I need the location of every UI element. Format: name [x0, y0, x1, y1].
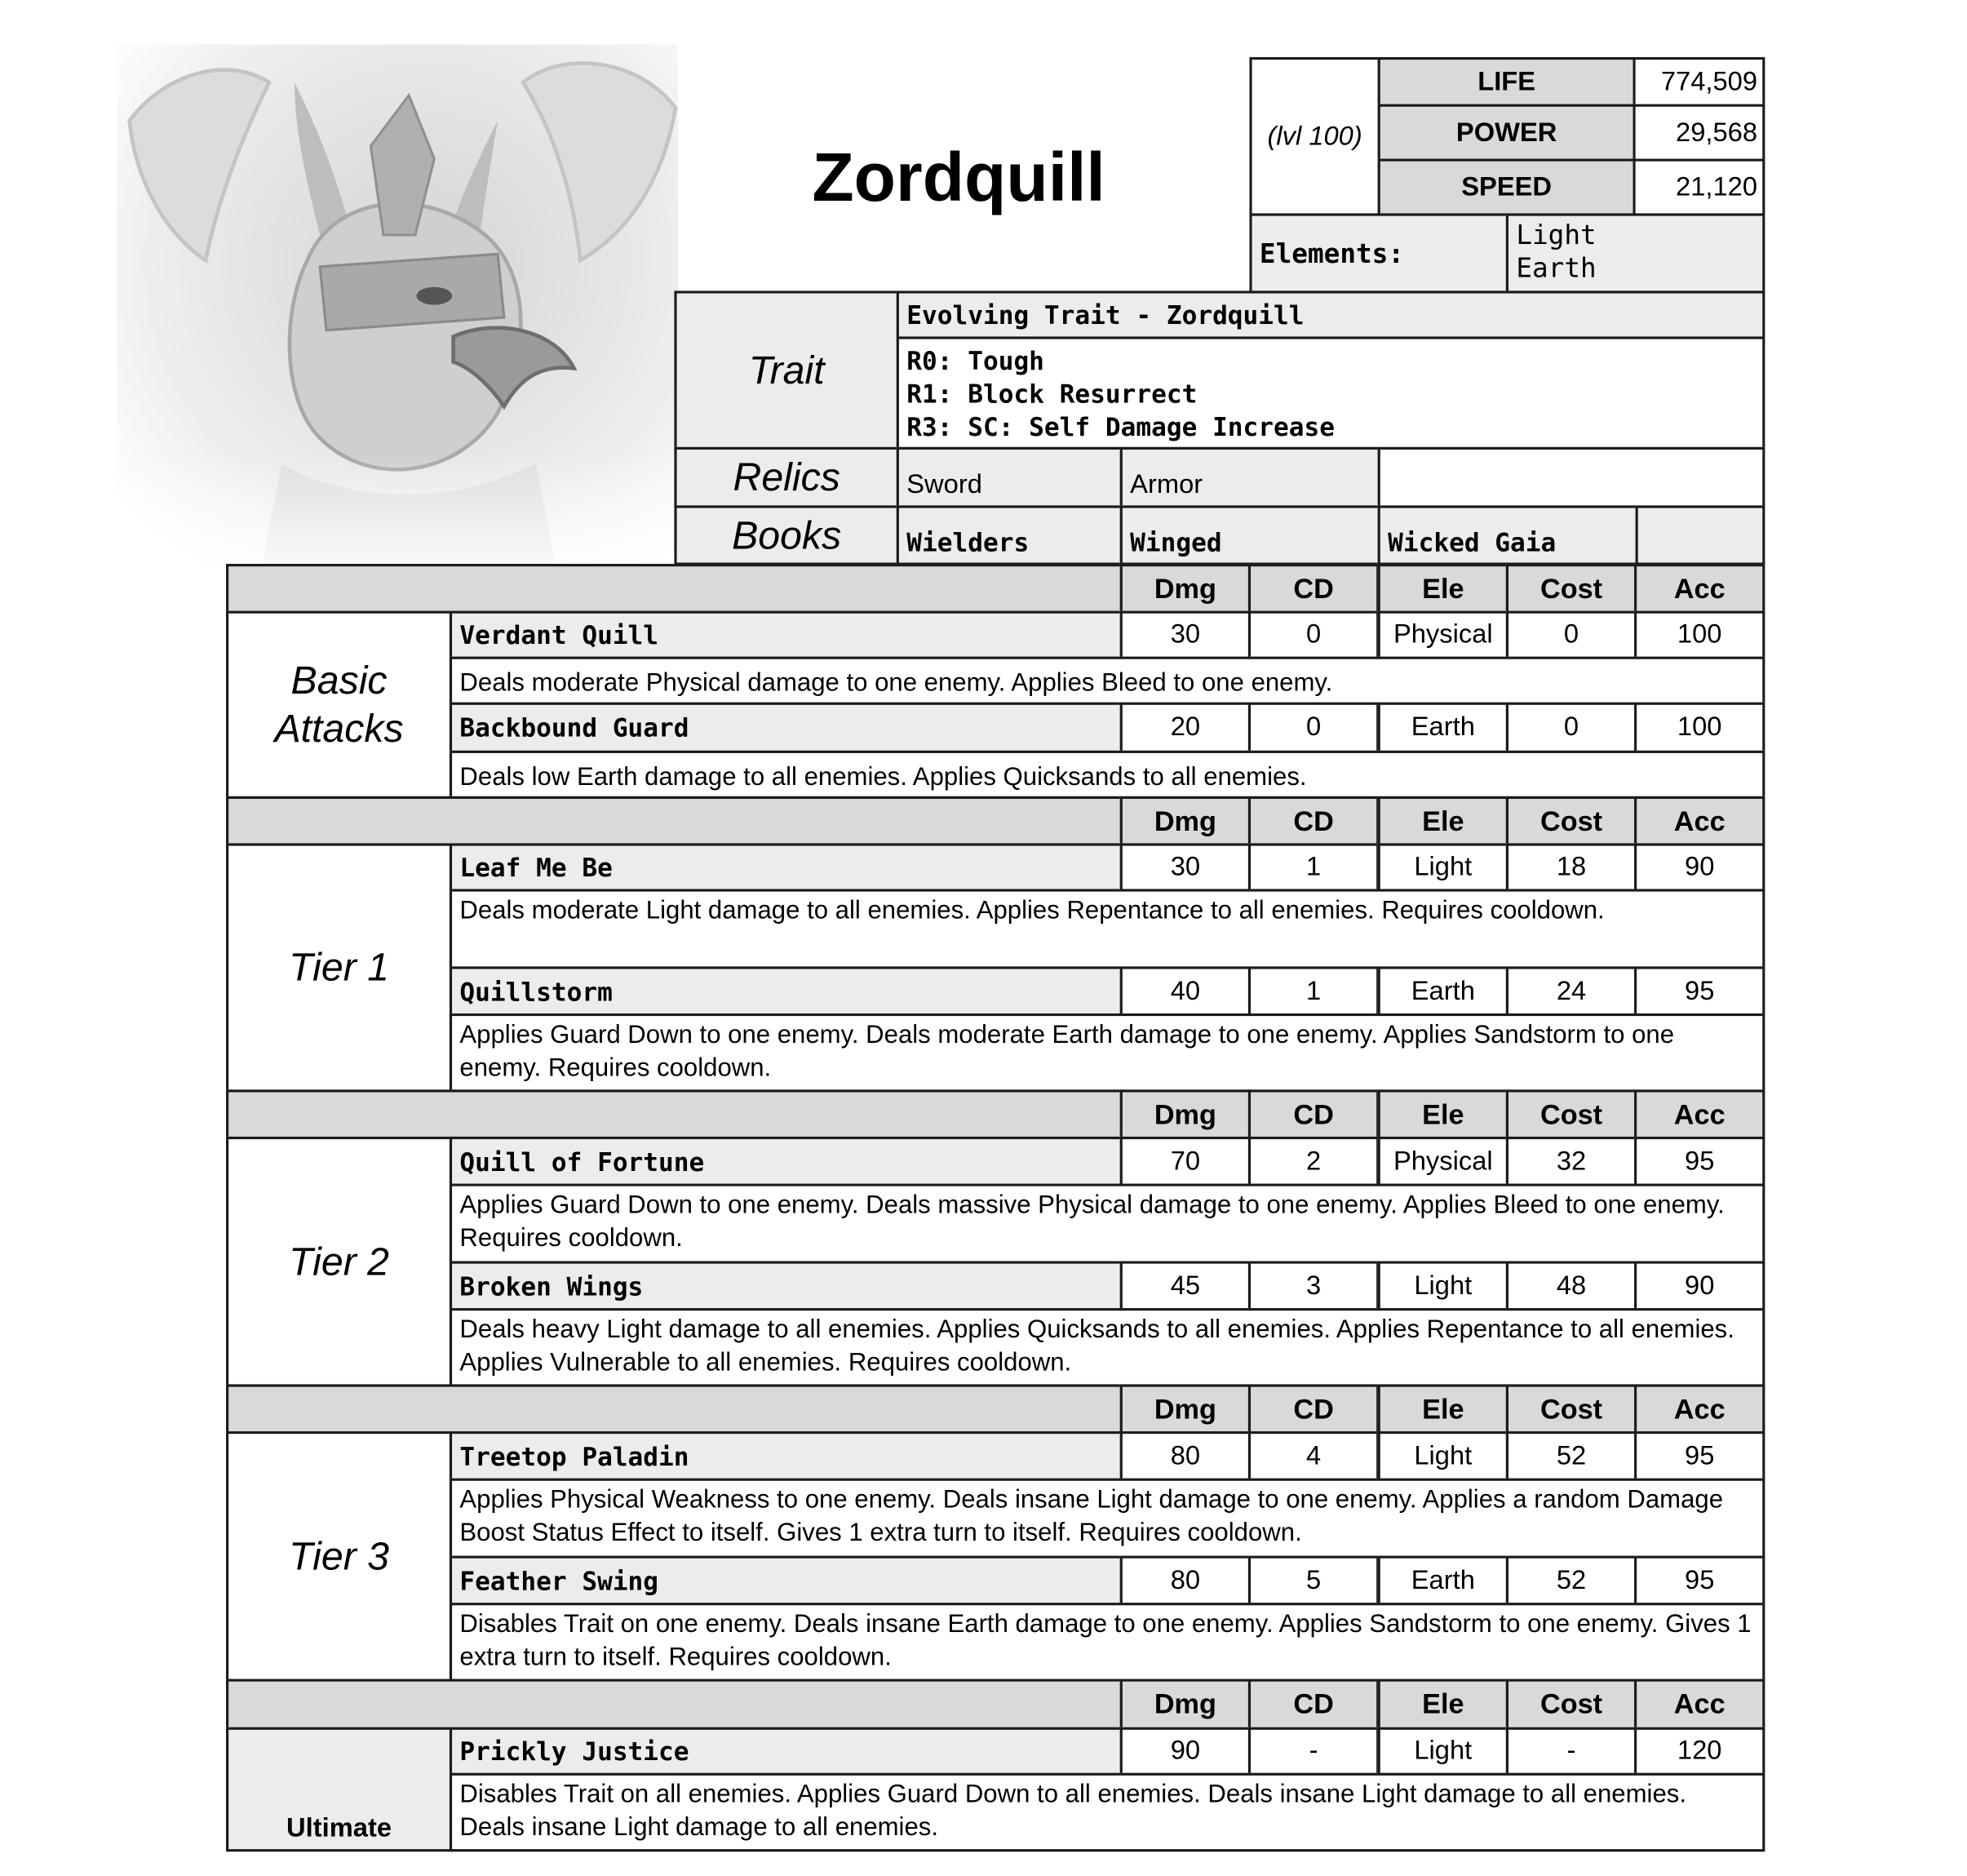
- section-header-bar: [226, 1384, 1123, 1434]
- skill-description: Applies Guard Down to one enemy. Deals moderate Earth damage to one enemy. Applies Sandstorm to one enemy. Requires cooldown.: [450, 1013, 1765, 1092]
- col-header-cost: Cost: [1506, 1384, 1637, 1434]
- skill-name: Backbound Guard: [450, 703, 1123, 753]
- skill-dmg: 90: [1120, 1727, 1251, 1776]
- skill-dmg: 45: [1120, 1261, 1251, 1311]
- section-label-line: Ultimate: [286, 1813, 392, 1843]
- section-label-basic-attacks: [226, 611, 452, 799]
- col-header-dmg: Dmg: [1120, 1679, 1251, 1730]
- stat-speed-value: 21,120: [1633, 159, 1765, 216]
- skill-cd: 1: [1248, 966, 1379, 1016]
- skill-ele: Light: [1378, 1431, 1508, 1481]
- col-header-dmg: Dmg: [1120, 1089, 1251, 1139]
- skill-cd: 2: [1248, 1137, 1379, 1186]
- section-label-tier-1: [226, 843, 452, 1092]
- section-header-bar: [226, 796, 1123, 846]
- book-item-winged: Winged: [1120, 505, 1380, 565]
- col-header-acc: Acc: [1634, 1089, 1765, 1139]
- skill-cost: 52: [1506, 1556, 1637, 1606]
- trait-label: Trait: [674, 290, 898, 450]
- section-label-tier-3: [226, 1431, 452, 1682]
- trait-ranks: [897, 336, 1765, 450]
- skill-cd: -: [1248, 1727, 1379, 1776]
- skill-acc: 90: [1634, 1261, 1765, 1311]
- section-header-bar: [226, 1089, 1123, 1139]
- creature-name: Zordquill: [812, 140, 1105, 216]
- elements-values: [1506, 213, 1765, 293]
- skill-dmg: 30: [1120, 843, 1251, 891]
- skill-name: Verdant Quill: [450, 611, 1123, 659]
- col-header-cost: Cost: [1506, 564, 1637, 614]
- skill-description: Deals moderate Light damage to all enemies. Applies Repentance to all enemies. Requires cooldown.: [450, 889, 1765, 969]
- skill-name: Broken Wings: [450, 1261, 1123, 1311]
- section-label-line: Tier 3: [289, 1533, 390, 1578]
- col-header-cost: Cost: [1506, 796, 1637, 846]
- skill-name: Leaf Me Be: [450, 843, 1123, 891]
- col-header-acc: Acc: [1634, 1679, 1765, 1730]
- skill-ele: Light: [1378, 1261, 1508, 1311]
- section-header-bar: [226, 1679, 1123, 1730]
- skill-dmg: 30: [1120, 611, 1251, 659]
- skill-cd: 4: [1248, 1431, 1379, 1481]
- skill-cost: 32: [1506, 1137, 1637, 1186]
- col-header-ele: Ele: [1378, 564, 1508, 614]
- skill-ele: Earth: [1378, 1556, 1508, 1606]
- book-item-wicked-gaia: Wicked Gaia: [1378, 505, 1638, 565]
- section-header-bar: [226, 564, 1123, 614]
- skill-cd: 1: [1248, 843, 1379, 891]
- skill-description: Applies Physical Weakness to one enemy. Deals insane Light damage to one enemy. Applies a random Damage Boost Status Effect to itself. Gives 1 extra turn to itself. Requires cooldown.: [450, 1479, 1765, 1559]
- element-earth: Earth: [1516, 252, 1597, 284]
- skill-name: Treetop Paladin: [450, 1431, 1123, 1481]
- skill-cd: 0: [1248, 611, 1379, 659]
- skill-acc: 90: [1634, 843, 1765, 891]
- col-header-cd: CD: [1248, 1089, 1379, 1139]
- trait-rank-1: R1: Block Resurrect: [906, 378, 1198, 410]
- col-header-cd: CD: [1248, 1679, 1379, 1730]
- relic-item-sword: Sword: [897, 447, 1123, 508]
- skill-description: Disables Trait on all enemies. Applies Guard Down to all enemies. Deals insane Light damage to all enemies. Deals insane Light damage to all enemies.: [450, 1773, 1765, 1852]
- skill-cost: 18: [1506, 843, 1637, 891]
- col-header-acc: Acc: [1634, 1384, 1765, 1434]
- col-header-cost: Cost: [1506, 1089, 1637, 1139]
- skill-name: Prickly Justice: [450, 1727, 1123, 1776]
- skill-dmg: 80: [1120, 1431, 1251, 1481]
- relic-item-armor: Armor: [1120, 447, 1380, 508]
- skill-acc: 95: [1634, 1431, 1765, 1481]
- book-item-empty: [1636, 505, 1765, 565]
- skill-ele: Physical: [1378, 611, 1508, 659]
- skill-name: Quillstorm: [450, 966, 1123, 1016]
- trait-rank-0: R0: Tough: [906, 345, 1044, 376]
- skill-ele: Light: [1378, 843, 1508, 891]
- creature-portrait: [117, 44, 678, 590]
- skill-name: Quill of Fortune: [450, 1137, 1123, 1186]
- trait-name: Evolving Trait - Zordquill: [897, 290, 1765, 339]
- skill-description: Disables Trait on one enemy. Deals insane Earth damage to one enemy. Applies Sandstorm to one enemy. Gives 1 extra turn to itself. Requires cooldown.: [450, 1603, 1765, 1681]
- stat-speed-label: SPEED: [1378, 159, 1636, 216]
- skill-description: Applies Guard Down to one enemy. Deals massive Physical damage to one enemy. Applies Bleed to one enemy. Requires cooldown.: [450, 1184, 1765, 1264]
- elements-label: Elements:: [1249, 213, 1508, 293]
- col-header-dmg: Dmg: [1120, 796, 1251, 846]
- skill-ele: Earth: [1378, 966, 1508, 1016]
- col-header-acc: Acc: [1634, 796, 1765, 846]
- col-header-ele: Ele: [1378, 796, 1508, 846]
- skill-dmg: 20: [1120, 703, 1251, 753]
- skill-acc: 100: [1634, 611, 1765, 659]
- skill-acc: 120: [1634, 1727, 1765, 1776]
- stat-power-label: POWER: [1378, 104, 1636, 162]
- level-label: (lvl 100): [1249, 57, 1380, 216]
- col-header-dmg: Dmg: [1120, 564, 1251, 614]
- section-label-line: Tier 1: [289, 944, 390, 990]
- skill-dmg: 40: [1120, 966, 1251, 1016]
- skill-cd: 0: [1248, 703, 1379, 753]
- col-header-ele: Ele: [1378, 1089, 1508, 1139]
- books-label: Books: [674, 505, 898, 565]
- stat-life-label: LIFE: [1378, 57, 1636, 107]
- skill-cost: 0: [1506, 703, 1637, 753]
- stat-power-value: 29,568: [1633, 104, 1765, 162]
- skill-description: Deals moderate Physical damage to one enemy. Applies Bleed to one enemy.: [450, 657, 1765, 705]
- element-light: Light: [1516, 220, 1597, 251]
- skill-cost: 24: [1506, 966, 1637, 1016]
- skill-cost: 0: [1506, 611, 1637, 659]
- skill-ele: Light: [1378, 1727, 1508, 1776]
- trait-rank-2: R3: SC: Self Damage Increase: [906, 411, 1335, 442]
- skill-cost: 52: [1506, 1431, 1637, 1481]
- section-label-tier-2: [226, 1137, 452, 1387]
- section-label-line: Basic: [290, 658, 388, 703]
- col-header-cd: CD: [1248, 796, 1379, 846]
- skill-dmg: 80: [1120, 1556, 1251, 1606]
- section-label-ultimate: [226, 1727, 452, 1852]
- skill-acc: 95: [1634, 1556, 1765, 1606]
- skill-cd: 5: [1248, 1556, 1379, 1606]
- skill-cost: -: [1506, 1727, 1637, 1776]
- section-label-line: Attacks: [274, 706, 404, 751]
- skill-dmg: 70: [1120, 1137, 1251, 1186]
- relics-label: Relics: [674, 447, 898, 508]
- skill-description: Deals heavy Light damage to all enemies. Applies Quicksands to all enemies. Applies Repentance to all enemies. Applies Vulnerable to all enemies. Requires cooldown.: [450, 1308, 1765, 1386]
- col-header-cost: Cost: [1506, 1679, 1637, 1730]
- skill-name: Feather Swing: [450, 1556, 1123, 1606]
- skill-acc: 95: [1634, 1137, 1765, 1186]
- col-header-dmg: Dmg: [1120, 1384, 1251, 1434]
- relic-item-empty: [1378, 447, 1765, 508]
- section-label-line: Tier 2: [289, 1239, 390, 1284]
- skill-cd: 3: [1248, 1261, 1379, 1311]
- skill-acc: 100: [1634, 703, 1765, 753]
- skill-ele: Earth: [1378, 703, 1508, 753]
- col-header-cd: CD: [1248, 1384, 1379, 1434]
- col-header-acc: Acc: [1634, 564, 1765, 614]
- skill-description: Deals low Earth damage to all enemies. Applies Quicksands to all enemies.: [450, 751, 1765, 799]
- col-header-ele: Ele: [1378, 1679, 1508, 1730]
- book-item-wielders: Wielders: [897, 505, 1123, 565]
- col-header-cd: CD: [1248, 564, 1379, 614]
- skill-acc: 95: [1634, 966, 1765, 1016]
- stat-life-value: 774,509: [1633, 57, 1765, 107]
- col-header-ele: Ele: [1378, 1384, 1508, 1434]
- skill-cost: 48: [1506, 1261, 1637, 1311]
- skill-ele: Physical: [1378, 1137, 1508, 1186]
